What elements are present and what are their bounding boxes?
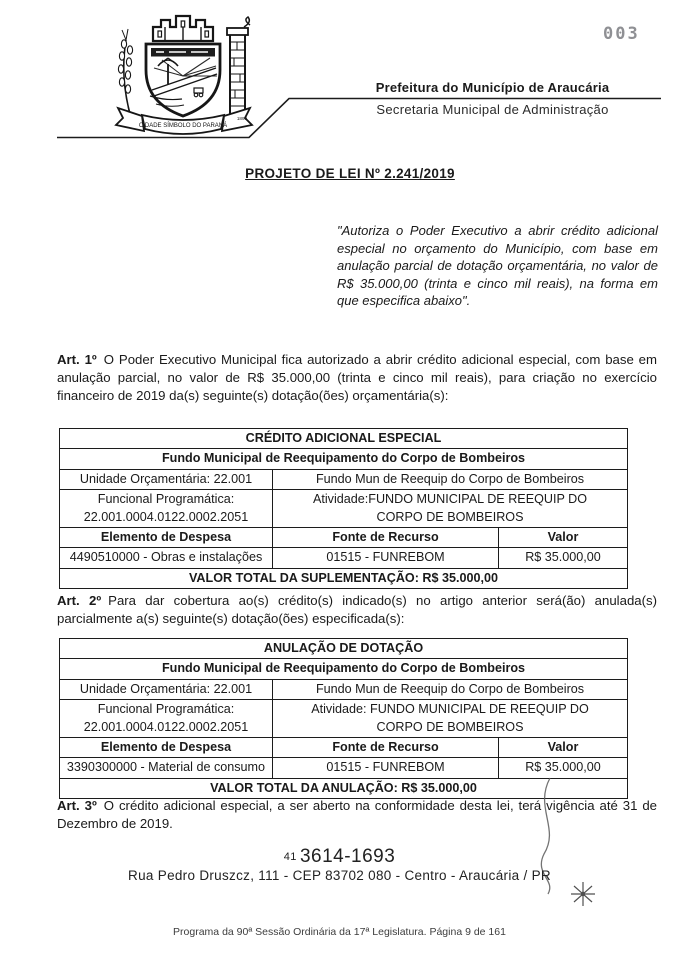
- phone-area-code: 41: [283, 851, 297, 863]
- table-row: [60, 758, 628, 778]
- coat-of-arms-icon: [106, 12, 262, 142]
- department-name: Secretaria Municipal de Administração: [376, 102, 609, 117]
- annulment-unidade: Unidade Orçamentária: 22.001: [60, 679, 273, 699]
- credit-atividade-line1: Atividade:FUNDO MUNICIPAL DE REEQUIP DO: [312, 492, 588, 507]
- article-2-label: Art. 2º: [57, 593, 102, 608]
- session-page-footnote: Programa da 90ª Sessão Ordinária da 17ª Legislatura. Página 9 de 161: [173, 926, 506, 938]
- credit-fonte: 01515 - FUNREBOM: [273, 548, 499, 568]
- header-rule-lines: [0, 0, 679, 150]
- article-3-text: O crédito adicional especial, a ser aberto na conformidade desta lei, terá vigência até 31 de Dezembro de 2019.: [57, 798, 657, 831]
- credit-col-valor: Valor: [499, 527, 628, 547]
- credit-col-fonte: Fonte de Recurso: [273, 527, 499, 547]
- annulment-col-valor: Valor: [499, 737, 628, 757]
- annulment-table: [59, 638, 628, 799]
- credit-unidade: Unidade Orçamentária: 22.001: [60, 469, 273, 489]
- credit-funcional-label: Funcional Programática:: [97, 492, 235, 507]
- annulment-funcional: [60, 700, 273, 738]
- annulment-atividade-line1: Atividade: FUNDO MUNICIPAL DE REEQUIP DO: [311, 702, 589, 717]
- annulment-funcional-label: Funcional Programática:: [97, 702, 235, 717]
- annulment-unidade-desc: Fundo Mun de Reequip do Corpo de Bombeiros: [273, 679, 628, 699]
- table-row: [60, 548, 628, 568]
- credit-atividade: [273, 490, 628, 528]
- org-name: Prefeitura do Município de Araucária: [375, 80, 610, 95]
- annulment-atividade-line2: CORPO DE BOMBEIROS: [376, 719, 524, 734]
- annulment-col-elemento: Elemento de Despesa: [60, 737, 273, 757]
- credit-total: VALOR TOTAL DA SUPLEMENTAÇÃO: R$ 35.000,00: [60, 568, 628, 588]
- crest-ribbon-year: 1890: [236, 116, 248, 121]
- annulment-col-fonte: Fonte de Recurso: [273, 737, 499, 757]
- annulment-table-title: ANULAÇÃO DE DOTAÇÃO: [60, 639, 628, 659]
- annulment-valor: R$ 35.000,00: [499, 758, 628, 778]
- credit-table-subtitle: Fundo Municipal de Reequipamento do Corpo de Bombeiros: [60, 449, 628, 469]
- page-stamp-number: 003: [603, 24, 640, 44]
- credit-atividade-line2: CORPO DE BOMBEIROS: [376, 509, 524, 524]
- annulment-table-subtitle: Fundo Municipal de Reequipamento do Corpo de Bombeiros: [60, 659, 628, 679]
- article-3: [57, 797, 657, 833]
- document-title: PROJETO DE LEI Nº 2.241/2019: [245, 166, 455, 181]
- credit-elemento: 4490510000 - Obras e instalações: [60, 548, 273, 568]
- credit-funcional: [60, 490, 273, 528]
- phone-line: [0, 846, 679, 868]
- credit-col-elemento: Elemento de Despesa: [60, 527, 273, 547]
- annulment-funcional-code: 22.001.0004.0122.0002.2051: [83, 719, 249, 734]
- credit-unidade-desc: Fundo Mun de Reequip do Corpo de Bombeiros: [273, 469, 628, 489]
- credit-table: [59, 428, 628, 589]
- article-1-text: O Poder Executivo Municipal fica autorizado a abrir crédito adicional especial, com base em anulação parcial, no valor de R$ 35.000,00 (trinta e cinco mil reais), para criação no exercício financeiro de 2019 da(s) seguinte(s) dotação(ões) orçamentária(s):: [57, 352, 658, 403]
- annulment-elemento: 3390300000 - Material de consumo: [60, 758, 273, 778]
- address-line: Rua Pedro Druszcz, 111 - CEP 83702 080 - Centro - Araucária / PR: [128, 868, 551, 883]
- epigraph-quote: "Autoriza o Poder Executivo a abrir crédito adicional especial no orçamento do Município, com base em anulação parcial de dotação orçamentária, no valor de R$ 35.000,00 (trinta e cinco mil reais), na forma em que especifica abaixo".: [337, 223, 658, 309]
- credit-table-title: CRÉDITO ADICIONAL ESPECIAL: [60, 429, 628, 449]
- article-3-label: Art. 3º: [57, 798, 97, 813]
- credit-valor: R$ 35.000,00: [499, 548, 628, 568]
- article-2-text: Para dar cobertura ao(s) crédito(s) indicado(s) no artigo anterior será(ão) anulada(s) parcialmente a(s) seguinte(s) dotação(ões) especificada(s):: [57, 593, 657, 626]
- annulment-total: VALOR TOTAL DA ANULAÇÃO: R$ 35.000,00: [60, 778, 628, 798]
- article-1: [57, 351, 657, 405]
- phone-number: 3614-1693: [299, 846, 396, 867]
- annulment-atividade: [273, 700, 628, 738]
- article-2: [57, 592, 657, 628]
- credit-funcional-code: 22.001.0004.0122.0002.2051: [83, 509, 249, 524]
- crest-ribbon-text: CIDADE SÍMBOLO DO PARANÁ: [138, 123, 228, 129]
- annulment-fonte: 01515 - FUNREBOM: [273, 758, 499, 778]
- article-1-label: Art. 1º: [57, 352, 97, 367]
